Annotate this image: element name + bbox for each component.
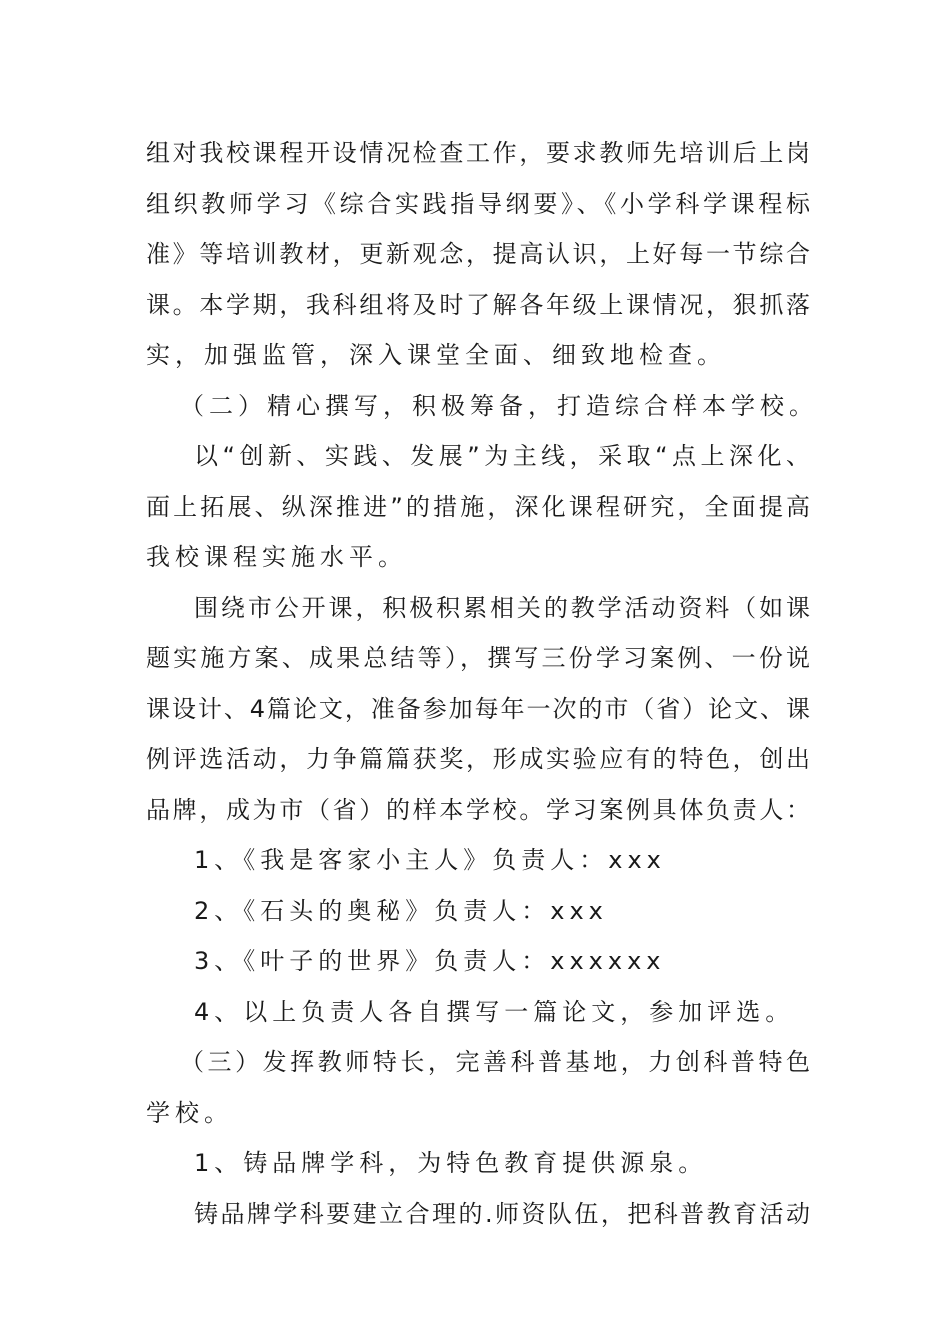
section-heading: （三）发挥教师特长，完善科普基地，力创科普特色 — [180, 1048, 810, 1076]
text-line: 围绕市公开课，积极积累相关的教学活动资料（如课 — [194, 593, 810, 622]
text-line: 铸品牌学科要建立合理的.师资队伍，把科普教育活动 — [194, 1199, 810, 1228]
text-line: 组对我校课程开设情况检查工作，要求教师先培训后上岗 — [146, 139, 810, 167]
list-item: 1、《我是客家小主人》负责人：xxx — [194, 846, 666, 874]
text-line: 课设计、4篇论文，准备参加每年一次的市（省）论文、课 — [146, 694, 810, 723]
list-item: 2、《石头的奥秘》负责人：xxx — [194, 896, 608, 925]
list-item: 3、《叶子的世界》负责人：xxxxxx — [194, 947, 666, 975]
section-heading-continued: 学校。 — [146, 1098, 233, 1127]
document-body — [146, 128, 818, 1239]
section-heading: （二）精心撰写，积极筹备，打造综合样本学校。 — [180, 391, 818, 420]
text-line: 以“创新、实践、发展”为主线，采取“点上深化、 — [194, 442, 810, 470]
text-line: 实，加强监管，深入课堂全面、细致地检查。 — [146, 341, 726, 369]
text-line: 课。本学期，我科组将及时了解各年级上课情况，狠抓落 — [146, 290, 810, 319]
text-line: 品牌，成为市（省）的样本学校。学习案例具体负责人： — [146, 795, 810, 824]
subsection-heading: 1、铸品牌学科，为特色教育提供源泉。 — [194, 1149, 708, 1177]
text-line: 例评选活动，力争篇篇获奖，形成实验应有的特色，创出 — [146, 745, 810, 773]
text-line: 面上拓展、纵深推进”的措施，深化课程研究，全面提高 — [146, 492, 810, 521]
text-line: 我校课程实施水平。 — [146, 543, 407, 571]
list-item: 4、以上负责人各自撰写一篇论文，参加评选。 — [194, 997, 795, 1026]
text-line: 题实施方案、成果总结等），撰写三份学习案例、一份说 — [146, 644, 810, 672]
text-line: 准》等培训教材，更新观念，提高认识，上好每一节综合 — [146, 240, 810, 268]
text-line: 组织教师学习《综合实践指导纲要》、《小学科学课程标 — [146, 189, 810, 218]
